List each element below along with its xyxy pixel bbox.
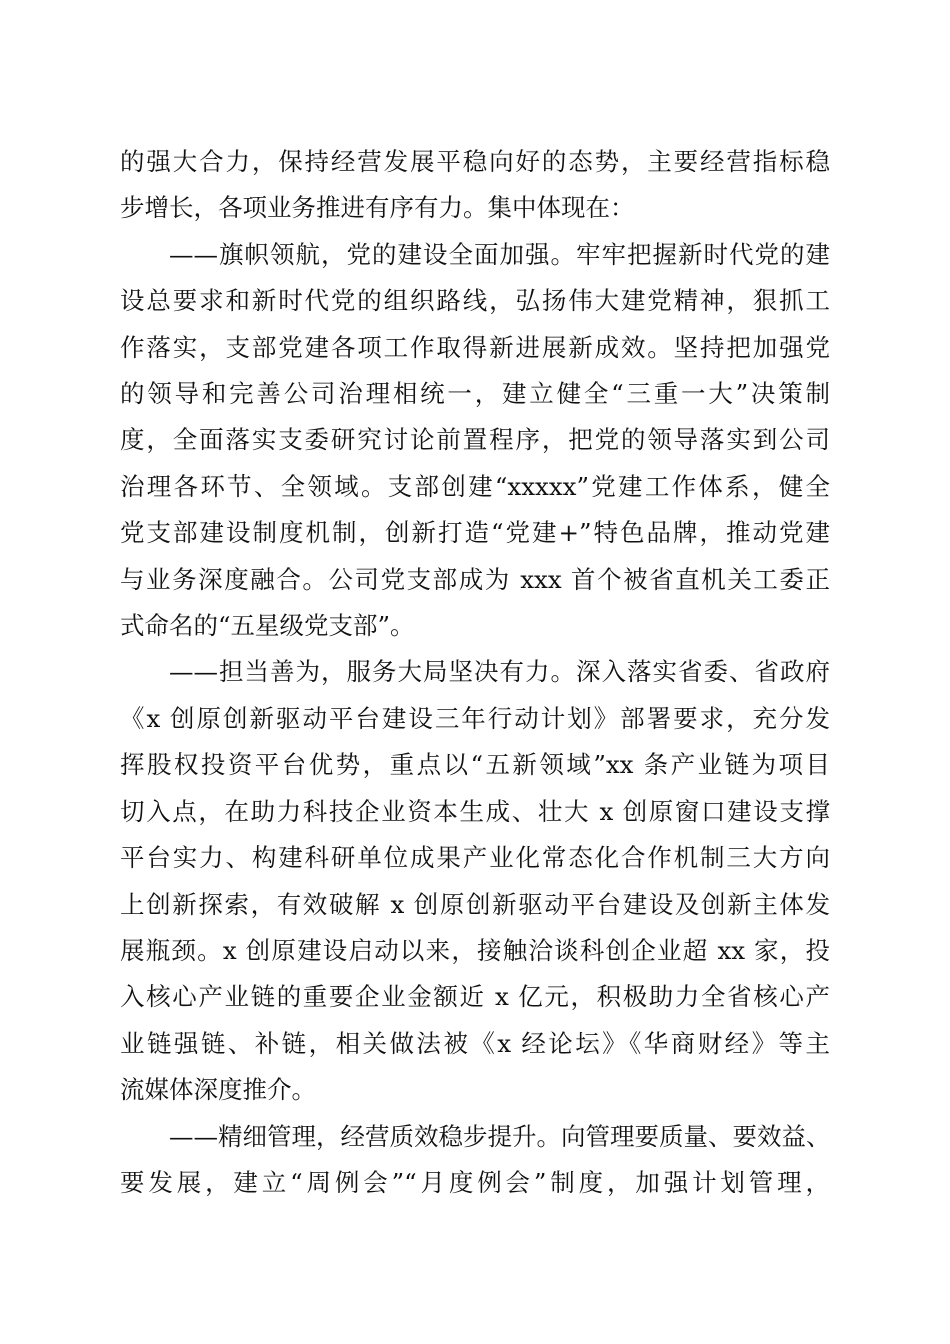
text-line: ——精细管理，经营质效稳步提升。向管理要质量、要效益、 [169, 1121, 831, 1151]
text-line: 与业务深度融合。公司党支部成为 xxx 首个被省直机关工委正 [120, 564, 830, 594]
text-line: 平台实力、构建科研单位成果产业化常态化合作机制三大方向 [120, 843, 830, 873]
text-line: 党支部建设制度机制，创新打造“党建+”特色品牌，推动党建 [120, 518, 830, 548]
text-line: 式命名的“五星级党支部”。 [120, 611, 415, 641]
text-line: 业链强链、补链，相关做法被《x 经论坛》《华商财经》等主 [120, 1028, 830, 1058]
text-line: 作落实，支部党建各项工作取得新进展新成效。坚持把加强党 [120, 332, 830, 362]
text-line: 治理各环节、全领域。支部创建“xxxxx”党建工作体系，健全 [120, 471, 830, 501]
text-line: 展瓶颈。x 创原建设启动以来，接触洽谈科创企业超 xx 家，投 [120, 935, 830, 965]
text-line: 的强大合力，保持经营发展平稳向好的态势，主要经营指标稳 [120, 147, 830, 176]
text-line: 度，全面落实支委研究讨论前置程序，把党的领导落实到公司 [120, 425, 830, 455]
text-line: 的领导和完善公司治理相统一，建立健全“三重一大”决策制 [120, 379, 830, 409]
text-line: 上创新探索，有效破解 x 创原创新驱动平台建设及创新主体发 [120, 889, 830, 919]
text-line: 流媒体深度推介。 [120, 1075, 316, 1105]
text-line: 设总要求和新时代党的组织路线，弘扬伟大建党精神，狠抓工 [120, 286, 830, 316]
text-line: ——旗帜领航，党的建设全面加强。牢牢把握新时代党的建 [169, 239, 830, 269]
text-line: 入核心产业链的重要企业金额近 x 亿元，积极助力全省核心产 [120, 982, 830, 1012]
text-line: 步增长，各项业务推进有序有力。集中体现在： [120, 193, 635, 223]
text-line: 切入点，在助力科技企业资本生成、壮大 x 创原窗口建设支撑 [120, 796, 830, 826]
paragraph-intro [120, 139, 830, 232]
document-body [120, 139, 830, 1206]
paragraph-service [120, 649, 830, 1113]
text-line: 《x 创原创新驱动平台建设三年行动计划》部署要求，充分发 [120, 703, 830, 733]
paragraph-party-building [120, 232, 830, 650]
text-line: 挥股权投资平台优势，重点以“五新领域”xx 条产业链为项目 [120, 750, 830, 780]
text-line: 要发展，建立“周例会”“月度例会”制度，加强计划管理， [120, 1167, 830, 1197]
text-line: ——担当善为，服务大局坚决有力。深入落实省委、省政府 [169, 657, 830, 687]
paragraph-management [120, 1114, 830, 1207]
